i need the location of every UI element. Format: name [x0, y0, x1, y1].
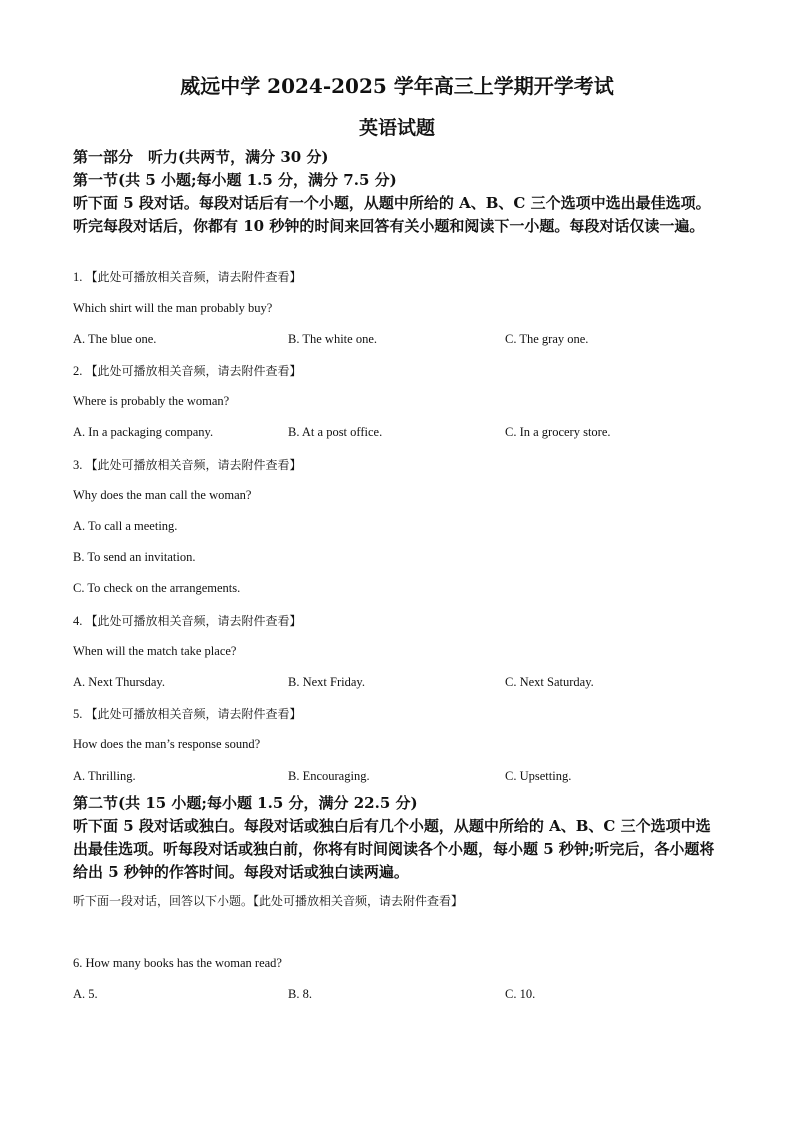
audio-note: 【此处可播放相关音频，请去附件查看】 [85, 458, 302, 472]
section1-instructions: 听下面 5 段对话。每段对话后有一个小题，从题中所给的 A、B、C 三个选项中选出最佳选项。听完每段对话后，你都有 10 秒钟的时间来回答有关小题和阅读下一小题。每段对话仅读一遍。 [73, 194, 711, 235]
question-6-stem: 6. How many books has the woman read? [73, 956, 282, 970]
q1-option-b: B. The white one. [288, 332, 377, 346]
question-5-header: 5. 【此处可播放相关音频，请去附件查看】 [73, 707, 302, 721]
question-4-header: 4. 【此处可播放相关音频，请去附件查看】 [73, 614, 302, 628]
exam-title: 威远中学 2024-2025 学年高三上学期开学考试 [180, 74, 614, 98]
q1-option-a: A. The blue one. [73, 332, 157, 346]
question-1-header: 1. 【此处可播放相关音频，请去附件查看】 [73, 270, 302, 284]
question-5-stem: How does the man’s response sound? [73, 737, 261, 751]
q4-option-c: C. Next Saturday. [505, 675, 594, 689]
question-3-stem: Why does the man call the woman? [73, 488, 252, 502]
audio-note: 【此处可播放相关音频，请去附件查看】 [85, 614, 302, 628]
section2-listen-note: 听下面一段对话，回答以下小题。【此处可播放相关音频，请去附件查看】 [73, 894, 464, 908]
q6-option-a: A. 5. [73, 987, 98, 1001]
exam-subtitle: 英语试题 [358, 117, 435, 139]
q5-option-c: C. Upsetting. [505, 769, 572, 783]
part1-heading: 第一部分 听力(共两节，满分 30 分) [73, 148, 329, 166]
audio-note: 【此处可播放相关音频，请去附件查看】 [85, 270, 302, 284]
q4-option-b: B. Next Friday. [288, 675, 365, 689]
question-4-stem: When will the match take place? [73, 644, 237, 658]
section2-instructions: 听下面 5 段对话或独白。每段对话或独白后有几个小题，从题中所给的 A、B、C 三个选项中选出最佳选项。听每段对话或独白前，你将有时间阅读各个小题，每小题 5 秒钟;听完后，各小题将给出 5 秒钟的作答时间。每段对话或独白读两遍。 [73, 817, 715, 881]
q6-option-c: C. 10. [505, 987, 536, 1001]
q3-option-c: C. To check on the arrangements. [73, 581, 241, 595]
q2-option-a: A. In a packaging company. [73, 425, 214, 439]
q5-option-b: B. Encouraging. [288, 769, 370, 783]
q3-option-b: B. To send an invitation. [73, 550, 196, 564]
q1-option-c: C. The gray one. [505, 332, 589, 346]
question-2-stem: Where is probably the woman? [73, 394, 230, 408]
question-1-stem: Which shirt will the man probably buy? [73, 301, 273, 315]
question-3-header: 3. 【此处可播放相关音频，请去附件查看】 [73, 458, 302, 472]
q6-option-b: B. 8. [288, 987, 312, 1001]
q4-option-a: A. Next Thursday. [73, 675, 165, 689]
q2-option-b: B. At a post office. [288, 425, 383, 439]
q2-option-c: C. In a grocery store. [505, 425, 611, 439]
q3-option-a: A. To call a meeting. [73, 519, 178, 533]
audio-note: 【此处可播放相关音频，请去附件查看】 [85, 364, 302, 378]
question-2-header: 2. 【此处可播放相关音频，请去附件查看】 [73, 364, 302, 378]
q5-option-a: A. Thrilling. [73, 769, 136, 783]
section2-heading: 第二节(共 15 小题;每小题 1.5 分，满分 22.5 分) [73, 794, 418, 812]
audio-note: 【此处可播放相关音频，请去附件查看】 [85, 707, 302, 721]
section1-heading: 第一节(共 5 小题;每小题 1.5 分，满分 7.5 分) [73, 171, 397, 189]
